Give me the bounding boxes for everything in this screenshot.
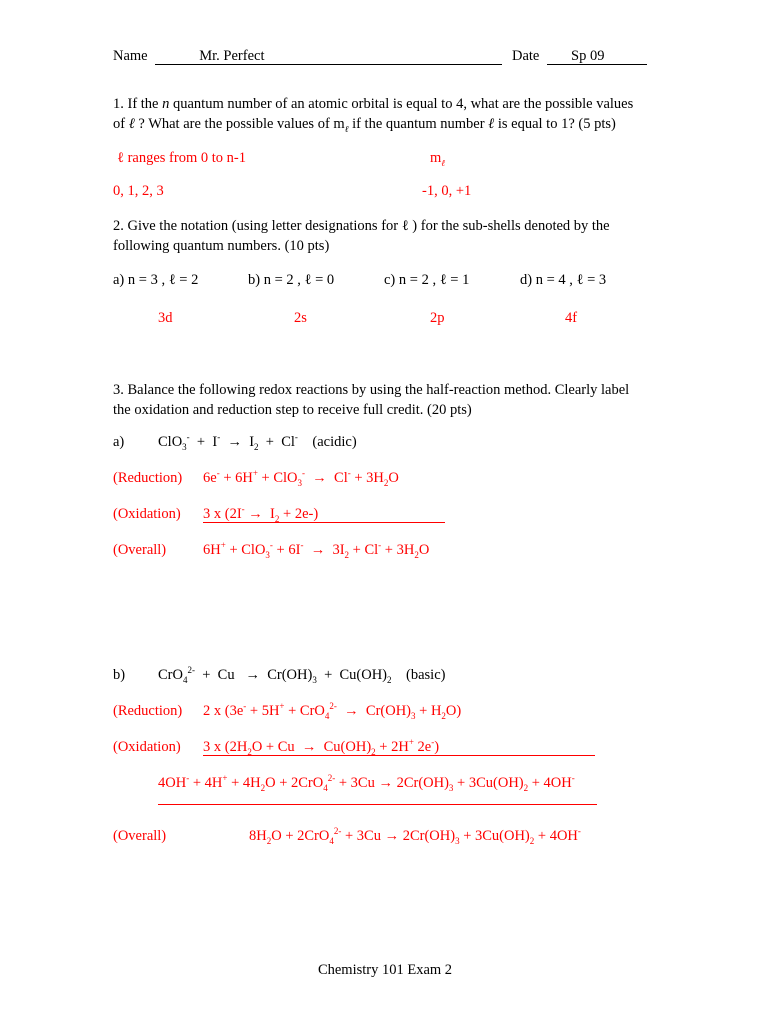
date-field — [512, 48, 647, 65]
q2-part-b: b) n = 2 , ℓ = 0 — [248, 272, 335, 288]
part-a-reduction-label: (Reduction) — [113, 470, 183, 486]
q2-answer-b: 2s — [294, 310, 307, 326]
q2-answer-c: 2p — [430, 310, 445, 326]
q2-answer-d: 4f — [565, 310, 578, 326]
q2-part-a: a) n = 3 , ℓ = 2 — [113, 272, 199, 288]
part-a-oxidation: 3 x $(2I^- \to I_2 + 2e-)$ — [203, 506, 445, 523]
name-field — [113, 48, 502, 65]
question-2: 2. Give the notation (using letter designations for ℓ ) for the sub-shells denoted by the following quantum numbers. (10 pts) — [113, 218, 610, 254]
question-1: 1. If the n quantum number of an atomic orbital is equal to 4, what are the possible values of ℓ ? What are the possible values of $m_\ell$ if the quantum number ℓ is equal to 1? (5 pts) — [113, 96, 634, 134]
name-value: Mr. Perfect — [199, 48, 265, 64]
part-b-equation: $CrO_4^{2-} + Cu \to Cr(OH)_3 + Cu(OH)_2$ (basic) — [158, 665, 446, 685]
name-label: Name — [113, 48, 148, 64]
part-b-oxidation-label: (Oxidation) — [113, 739, 181, 755]
question-3: 3. Balance the following redox reactions by using the half-reaction method. Clearly label the oxidation and reduction step to receive full credit. (20 pts) — [113, 382, 630, 418]
answer-ml-values: -1, 0, +1 — [422, 183, 472, 199]
date-label: Date — [512, 48, 540, 64]
part-b-oxidation: 3 x ($2H_2O + Cu \to Cu(OH)_2 + 2H^+$ 2e-) — [203, 739, 595, 756]
part-b-combined: $4OH^- + 4H^+ + 4H_2O + 2CrO_4^{2-} + 3Cu \to 2Cr(OH)_3 + 3Cu(OH)_2 + 4OH^-$ — [158, 773, 575, 793]
q2-part-d: d) n = 4 , ℓ = 3 — [520, 272, 607, 288]
part-b-overall: $8H_2O + 2CrO_4^{2-} + 3Cu \to 2Cr(OH)_3 + 3Cu(OH)_2 + 4OH^-$ — [249, 826, 581, 846]
part-a-reduction: $6e^- + 6H^+ + ClO_3^- \to Cl^- + 3H_2O$ — [203, 468, 399, 488]
part-b-reduction-label: (Reduction) — [113, 703, 183, 719]
divider-rule — [158, 804, 597, 805]
part-b-overall-label: (Overall) — [113, 828, 167, 844]
part-a-overall: $6H^+ + ClO_3^- + 6I^- \to 3I_2 + Cl^- + 3H_2O$ — [203, 540, 430, 560]
part-b-condition: (basic) — [406, 667, 446, 683]
part-a-equation: $ClO_3^- + I^- \to I_2 + Cl^-$ (acidic) — [158, 432, 357, 452]
part-a-label: a) — [113, 434, 125, 450]
part-b-reduction: 2 x $(3e^- + 5H^+ + CrO_4^{2-} \to Cr(OH)_3 + H_2O)$ — [203, 701, 462, 721]
answer-l-values: 0, 1, 2, 3 — [113, 183, 164, 199]
page-footer: Chemistry 101 Exam 2 — [317, 962, 453, 978]
part-a-overall-label: (Overall) — [113, 542, 167, 558]
q2-answer-a: 3d — [158, 310, 173, 326]
part-a-condition: (acidic) — [312, 434, 357, 450]
q2-part-c: c) n = 2 , ℓ = 1 — [384, 272, 470, 288]
answer-l-range: ℓ ranges from 0 to n-1 — [117, 150, 246, 166]
part-a-oxidation-label: (Oxidation) — [113, 506, 181, 522]
date-value: Sp 09 — [571, 48, 605, 64]
part-b-label: b) — [113, 667, 126, 683]
answer-ml-label: $m_\ell$ — [430, 150, 446, 168]
